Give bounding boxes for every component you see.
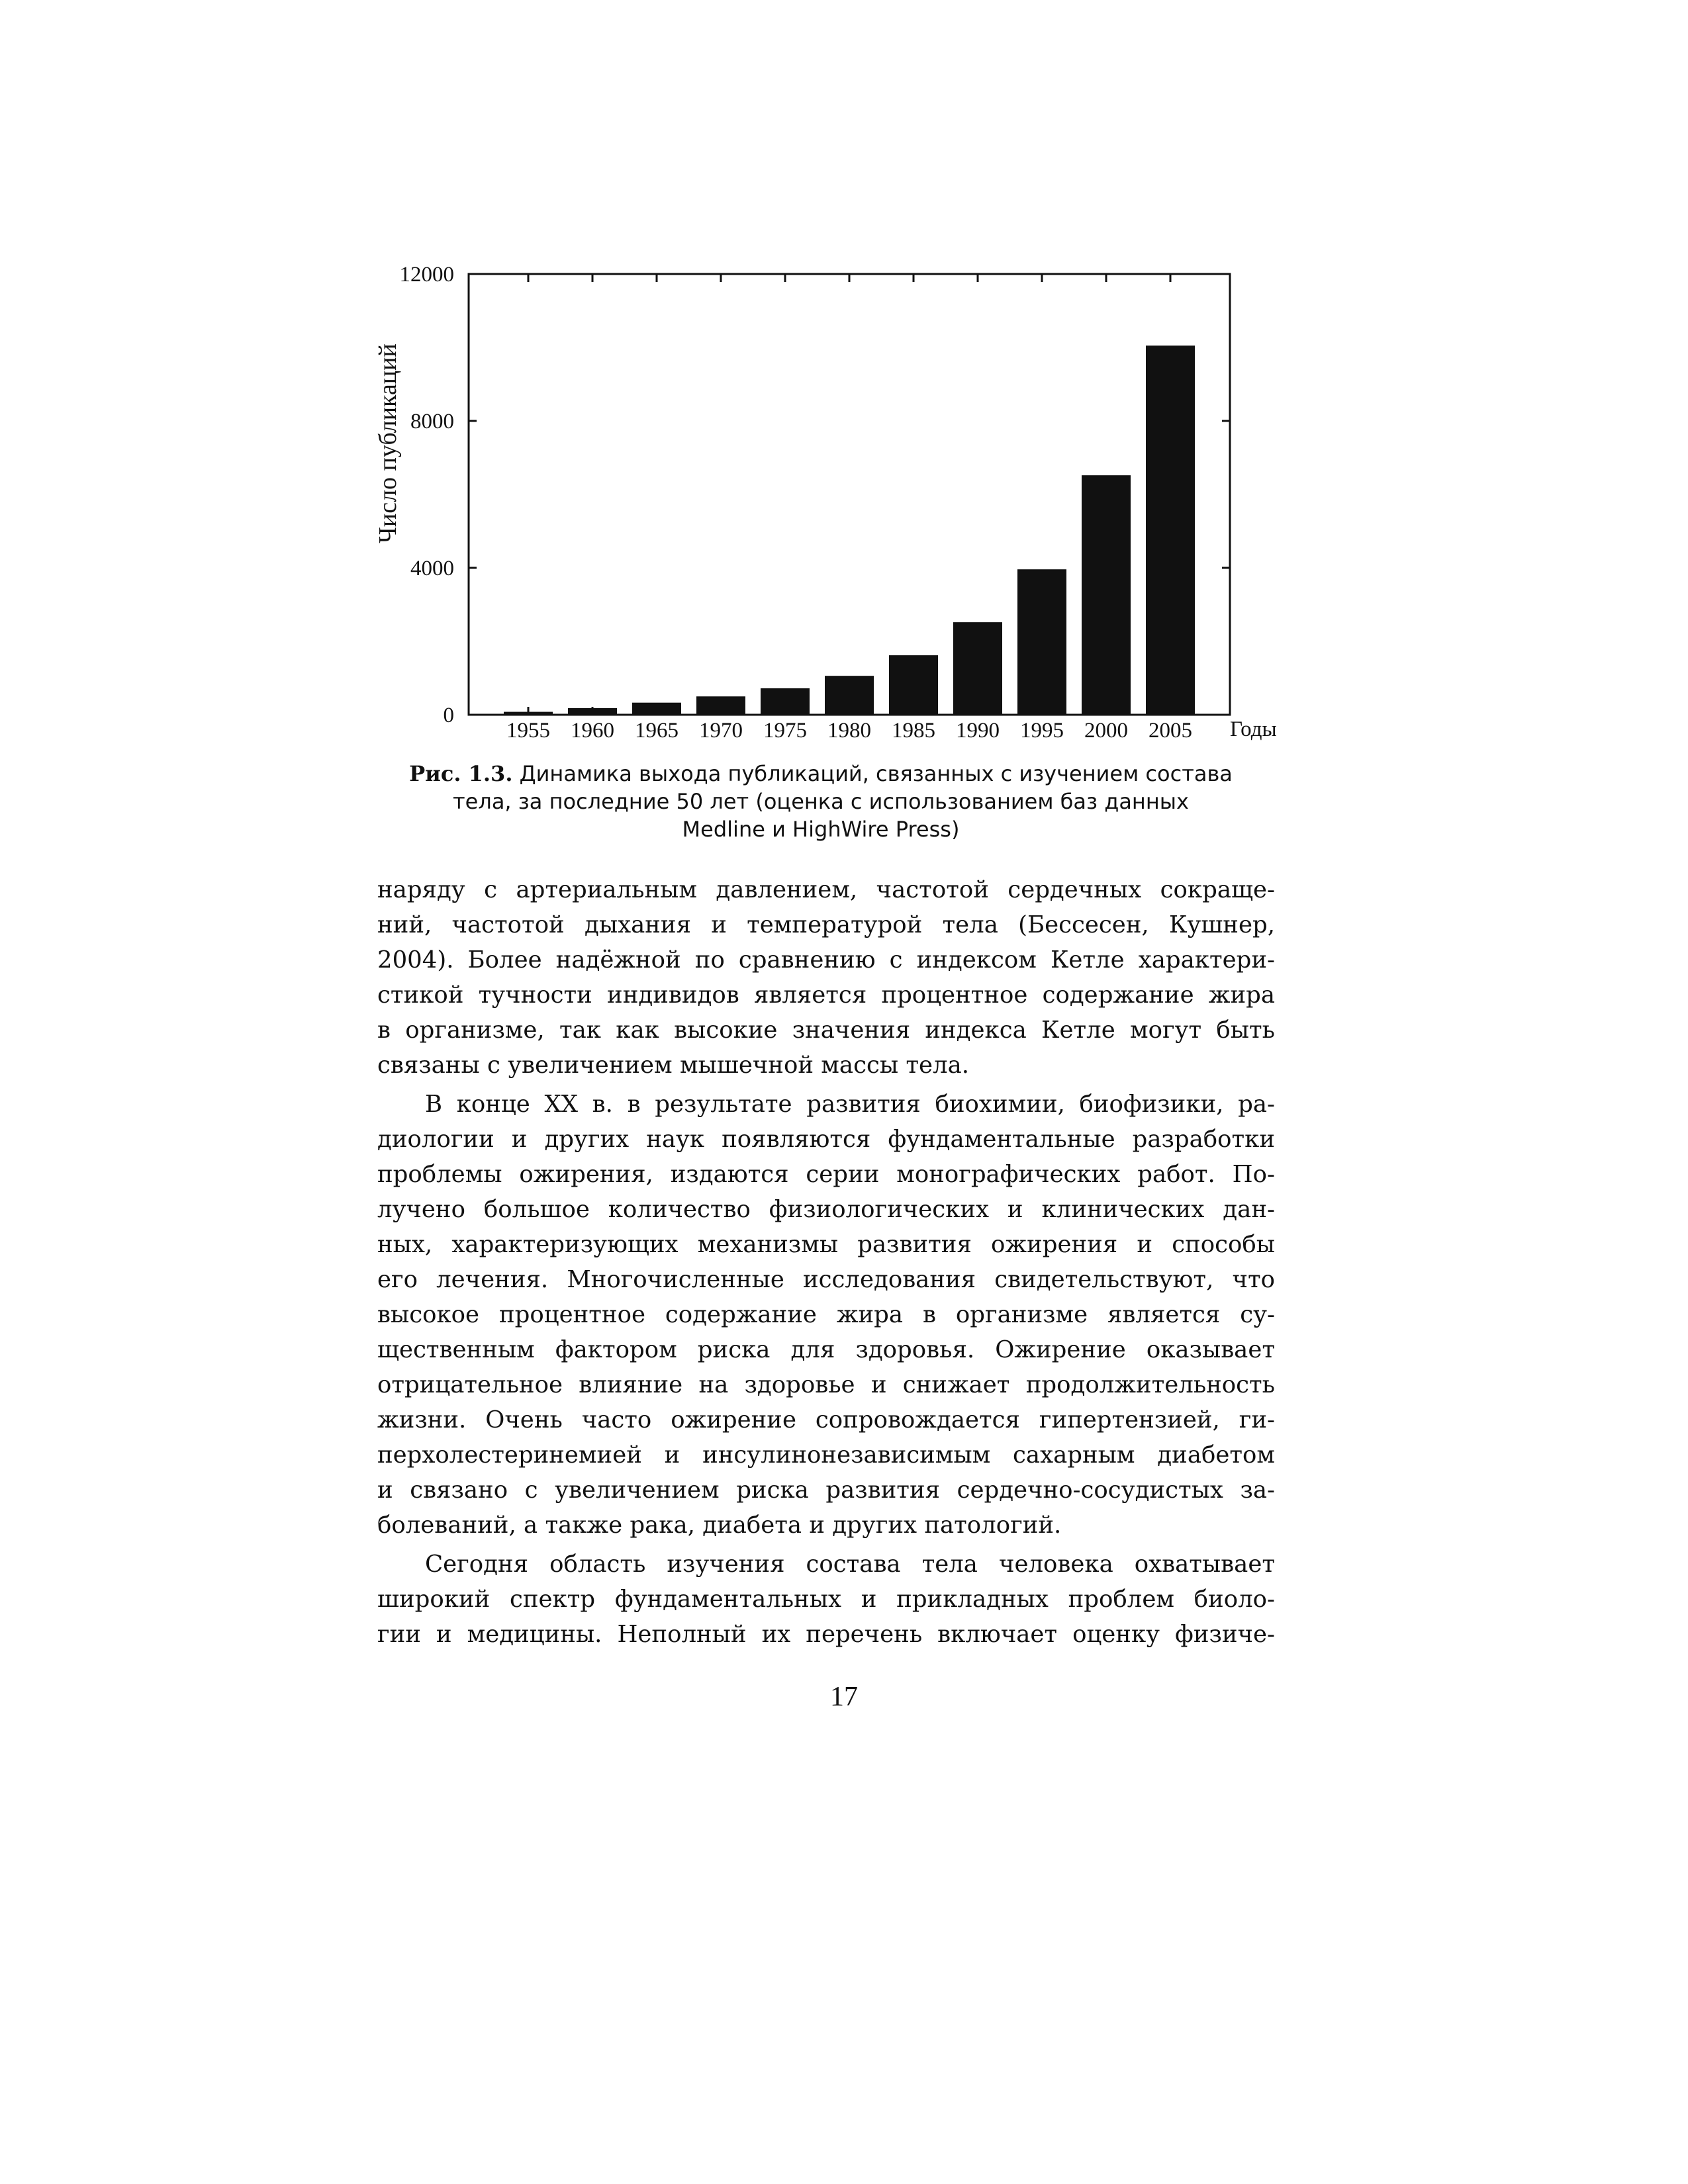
- text-line: жизни. Очень часто ожирение сопровождается гипертензией, ги-: [377, 1406, 1275, 1433]
- text-line: щественным фактором риска для здоровья. Ожирение оказывает: [377, 1336, 1275, 1363]
- figure-caption: [371, 760, 1271, 843]
- figure-label: Рис. 1.3.: [409, 761, 513, 786]
- body-text: [377, 872, 1275, 1652]
- text-line: диологии и других наук появляются фундаментальные разработки: [377, 1126, 1275, 1153]
- x-tick-label: 1975: [763, 719, 807, 743]
- paragraph: [377, 1547, 1275, 1652]
- page-number: 17: [830, 1682, 858, 1712]
- chart-bars: [504, 345, 1195, 715]
- text-line: наряду с артериальным давлением, частотой сердечных сокраще-: [377, 876, 1275, 903]
- bar-2000: [1082, 475, 1131, 715]
- bar-1995: [1017, 569, 1066, 715]
- x-tick-label: 1965: [635, 719, 679, 743]
- chart-labels: [400, 263, 1193, 743]
- x-tick-label: 1970: [699, 719, 743, 743]
- x-tick-label: 1995: [1020, 719, 1064, 743]
- text-line: проблемы ожирения, издаются серии монографических работ. По-: [377, 1161, 1275, 1188]
- text-line: ний, частотой дыхания и температурой тела (Бессесен, Кушнер,: [377, 911, 1275, 938]
- publications-bar-chart: [357, 251, 1284, 754]
- text-line: Сегодня область изучения состава тела человека охватывает: [425, 1551, 1275, 1578]
- y-tick-label: 0: [443, 704, 454, 727]
- y-tick-label: 4000: [410, 557, 454, 580]
- text-line: гии и медицины. Неполный их перечень включает оценку физиче-: [377, 1621, 1275, 1648]
- text-line: ных, характеризующих механизмы развития ожирения и способы: [377, 1231, 1275, 1258]
- x-tick-label: 2000: [1084, 719, 1128, 743]
- bar-1990: [953, 622, 1002, 715]
- x-tick-label: 1985: [892, 719, 935, 743]
- y-axis-label: Число публикаций: [374, 343, 402, 543]
- text-line: отрицательное влияние на здоровье и снижает продолжительность: [377, 1371, 1275, 1398]
- x-tick-label: 1960: [571, 719, 614, 743]
- x-axis-label: Годы: [1230, 717, 1277, 741]
- text-line: и связано с увеличением риска развития сердечно-сосудистых за-: [377, 1477, 1275, 1504]
- text-line: В конце XX в. в результате развития биохимии, биофизики, ра-: [425, 1091, 1275, 1118]
- y-tick-label: 8000: [410, 410, 454, 433]
- bar-1985: [889, 655, 938, 715]
- text-line: перхолестеринемией и инсулинонезависимым сахарным диабетом: [377, 1441, 1275, 1469]
- text-line: стикой тучности индивидов является процентное содержание жира: [377, 981, 1275, 1009]
- bar-2005: [1146, 345, 1195, 715]
- caption-line: Medline и HighWire Press): [682, 817, 960, 842]
- caption-line: тела, за последние 50 лет (оценка с использованием баз данных: [453, 789, 1189, 814]
- x-tick-label: 2005: [1149, 719, 1192, 743]
- text-line: болеваний, а также рака, диабета и других патологий.: [377, 1512, 1062, 1539]
- text-line: широкий спектр фундаментальных и прикладных проблем биоло-: [377, 1586, 1275, 1613]
- x-tick-label: 1955: [506, 719, 550, 743]
- text-line: лучено большое количество физиологических и клинических дан-: [377, 1196, 1275, 1223]
- x-tick-label: 1980: [827, 719, 871, 743]
- x-tick-label: 1990: [956, 719, 1000, 743]
- text-line: связаны с увеличением мышечной массы тела.: [377, 1052, 970, 1079]
- text-line: 2004). Более надёжной по сравнению с индексом Кетле характери-: [377, 946, 1275, 974]
- caption-line: Динамика выхода публикаций, связанных с изучением состава: [519, 761, 1233, 786]
- paragraph: [377, 872, 1275, 1083]
- text-line: в организме, так как высокие значения индекса Кетле могут быть: [377, 1017, 1275, 1044]
- y-tick-label: 12000: [399, 263, 454, 287]
- paragraph: [377, 1087, 1275, 1543]
- text-line: высокое процентное содержание жира в организме является су-: [377, 1301, 1275, 1328]
- text-line: его лечения. Многочисленные исследования свидетельствуют, что: [377, 1266, 1275, 1293]
